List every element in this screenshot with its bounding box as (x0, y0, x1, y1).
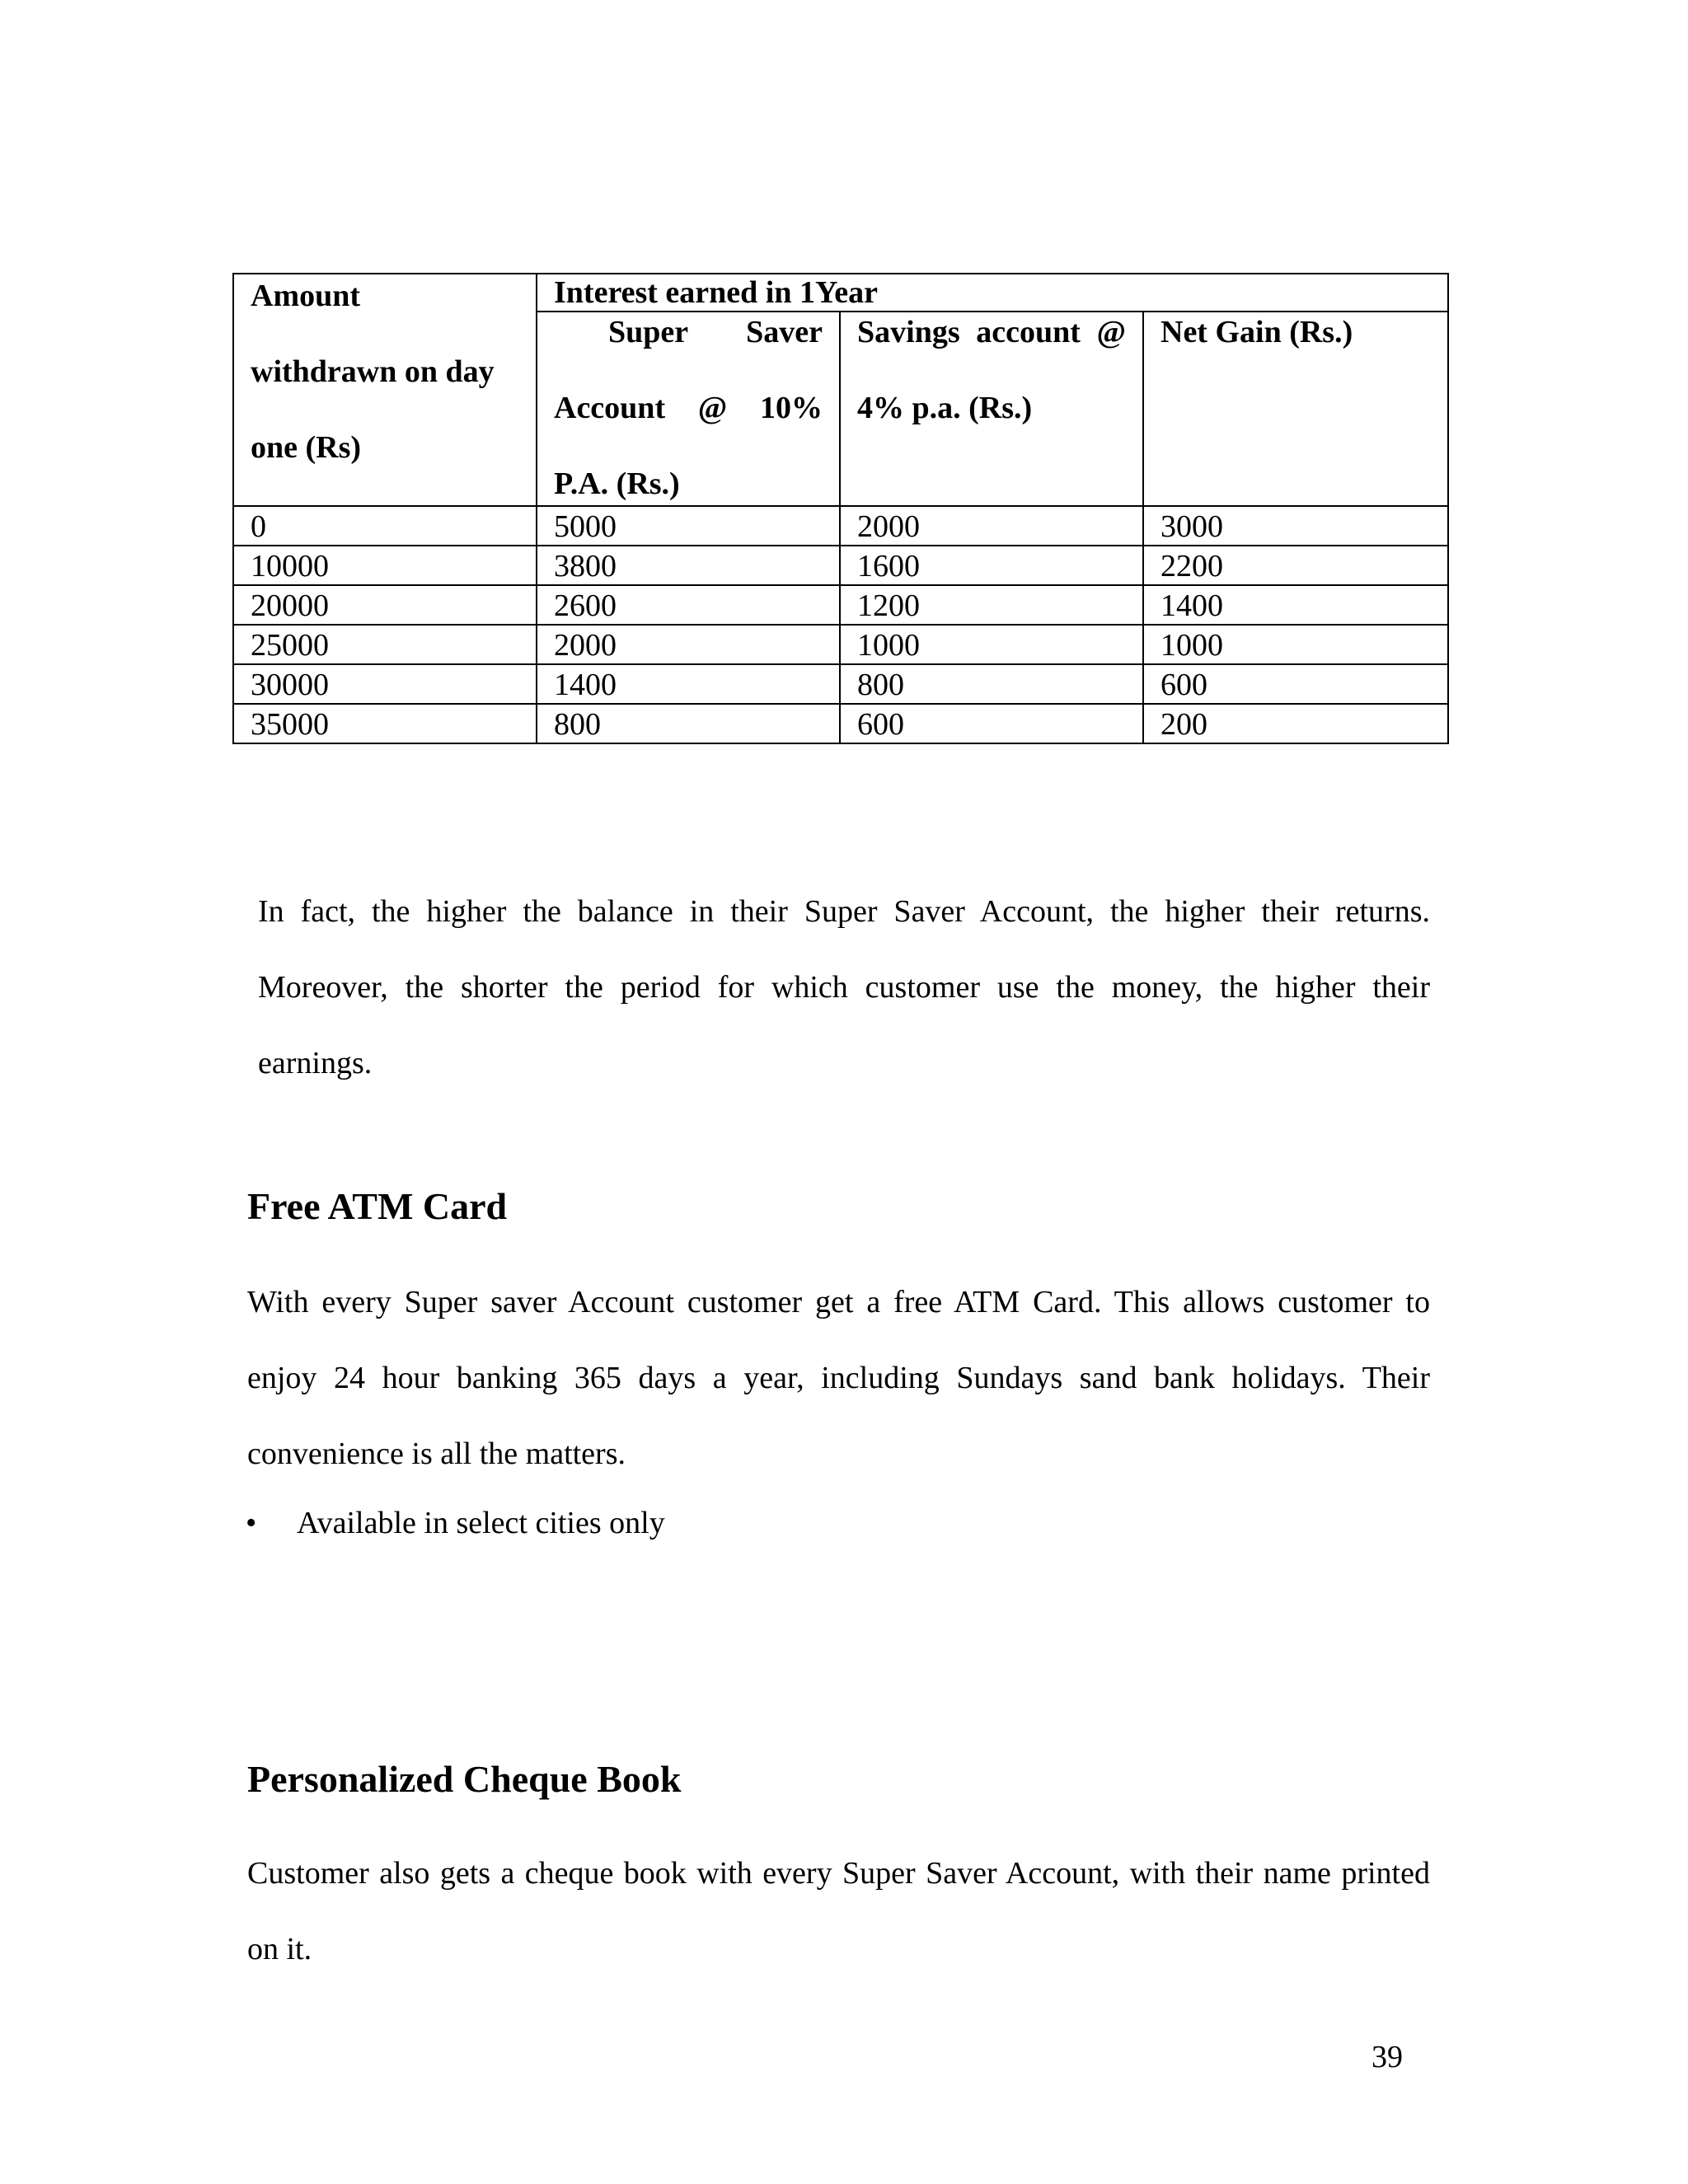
bullet-text: Available in select cities only (297, 1506, 665, 1540)
table-row (233, 585, 1448, 625)
header-savings-line-2: 4% p.a. (Rs.) (857, 391, 1033, 425)
header-net-gain-label: Net Gain (Rs.) (1160, 315, 1353, 349)
header-super-saver (537, 312, 840, 506)
table-row (233, 625, 1448, 664)
bullet-icon: • (246, 1506, 257, 1540)
table-row (233, 546, 1448, 585)
paragraph-line: enjoy 24 hour banking 365 days a year, including Sundays sand bank holidays. Their (247, 1361, 1430, 1395)
interest-comparison-table (232, 273, 1449, 744)
cell-net-gain: 2200 (1143, 546, 1448, 585)
table-row (233, 704, 1448, 743)
cell-super-saver: 800 (537, 704, 840, 743)
heading-free-atm-card: Free ATM Card (247, 1185, 508, 1227)
header-amount-line-3: one (Rs) (251, 430, 362, 465)
cell-savings: 800 (840, 664, 1143, 704)
cell-super-saver: 3800 (537, 546, 840, 585)
cell-savings: 600 (840, 704, 1143, 743)
paragraph-line: earnings. (258, 1046, 373, 1080)
balance-returns-paragraph (258, 874, 1430, 1101)
cell-amount: 0 (233, 506, 537, 546)
cell-amount: 30000 (233, 664, 537, 704)
header-savings-line-1: Savings account @ (857, 315, 1126, 349)
cheque-book-paragraph (247, 1835, 1430, 1987)
page-number: 39 (1372, 2040, 1403, 2074)
cell-super-saver: 5000 (537, 506, 840, 546)
cell-net-gain: 200 (1143, 704, 1448, 743)
header-interest-earned: Interest earned in 1Year (537, 274, 1448, 312)
header-super-saver-line-3: P.A. (Rs.) (554, 466, 680, 501)
cell-super-saver: 2600 (537, 585, 840, 625)
paragraph-line: on it. (247, 1932, 312, 1966)
paragraph-line: convenience is all the matters. (247, 1436, 626, 1471)
cell-amount: 20000 (233, 585, 537, 625)
cell-amount: 10000 (233, 546, 537, 585)
paragraph-line: Customer also gets a cheque book with every Super Saver Account, with their name printed (247, 1856, 1430, 1891)
header-savings-account (840, 312, 1143, 506)
header-amount-withdrawn (233, 274, 537, 506)
table-row (233, 664, 1448, 704)
cell-savings: 1200 (840, 585, 1143, 625)
cell-net-gain: 600 (1143, 664, 1448, 704)
cell-amount: 35000 (233, 704, 537, 743)
paragraph-line: Moreover, the shorter the period for which customer use the money, the higher their (258, 970, 1430, 1005)
cell-net-gain: 1000 (1143, 625, 1448, 664)
atm-card-paragraph (247, 1264, 1430, 1492)
heading-personalized-cheque-book: Personalized Cheque Book (247, 1758, 682, 1800)
header-amount-line-2: withdrawn on day (251, 354, 495, 389)
table-row (233, 506, 1448, 546)
paragraph-line: In fact, the higher the balance in their Super Saver Account, the higher their returns. (258, 894, 1430, 929)
bullet-list-item (246, 1505, 987, 1546)
cell-amount: 25000 (233, 625, 537, 664)
cell-super-saver: 2000 (537, 625, 840, 664)
header-super-saver-line-2: Account @ 10% (554, 391, 823, 425)
paragraph-line: With every Super saver Account customer get a free ATM Card. This allows customer to (247, 1285, 1430, 1319)
cell-net-gain: 3000 (1143, 506, 1448, 546)
header-amount-line-1: Amount (251, 279, 361, 313)
cell-savings: 1600 (840, 546, 1143, 585)
cell-savings: 1000 (840, 625, 1143, 664)
header-net-gain (1143, 312, 1448, 506)
header-super-saver-line-1: Super Saver (608, 315, 823, 349)
cell-savings: 2000 (840, 506, 1143, 546)
cell-super-saver: 1400 (537, 664, 840, 704)
cell-net-gain: 1400 (1143, 585, 1448, 625)
